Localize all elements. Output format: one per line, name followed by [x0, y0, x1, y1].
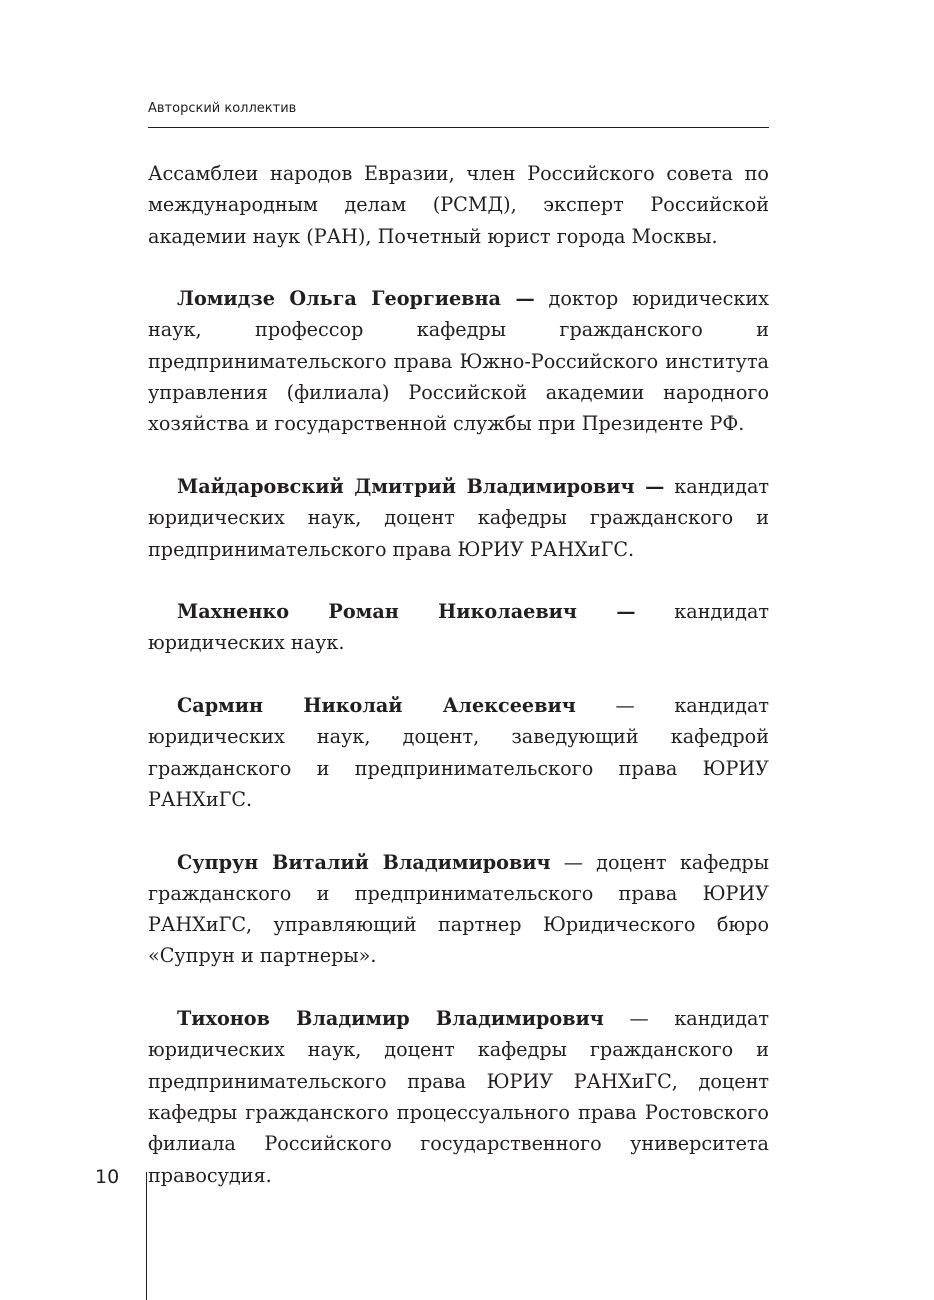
author-description: — доцент кафедры гражданского и предпринимательского права ЮРИУ РАНХиГС, управляющий партнер Юридического бюро «Супрун и партнеры». [148, 850, 769, 968]
author-entry-makhnenko [148, 596, 769, 659]
author-description: доктор юридических наук, профессор кафедры гражданского и предпринимательского права Южно-Российского института управления (филиала) Российской академии народного хозяйства и государственной службы при Президенте РФ. [148, 287, 769, 436]
author-name: Сармин Николай Алексеевич [177, 694, 576, 718]
author-name: Майдаровский Дмитрий Владимирович — [177, 474, 665, 498]
author-description: кандидат юридических наук, доцент кафедры гражданского и предпринимательского права ЮРИУ РАНХиГС. [148, 474, 770, 561]
continuation-paragraph: Ассамблеи народов Евразии, член Российского совета по международным делам (РСМД), эксперт Российской академии наук (РАН), Почетный юрист города Москвы. [148, 162, 769, 248]
header-rule [148, 127, 769, 128]
author-name: Махненко Роман Николаевич — [177, 600, 636, 624]
author-entry-lomidze [148, 283, 769, 439]
author-name: Супрун Виталий Владимирович [177, 850, 551, 874]
author-entry-sarmin [148, 690, 769, 815]
author-entry-tikhonov [148, 1003, 769, 1191]
author-list [148, 158, 769, 1191]
page-number: 10 [95, 1166, 120, 1188]
author-entry-suprun [148, 847, 769, 972]
author-entry-maidarovsky [148, 471, 769, 565]
footer-rule [146, 1172, 147, 1300]
author-description: — кандидат юридических наук, доцент, заведующий кафедрой гражданского и предпринимательского права ЮРИУ РАНХиГС. [148, 694, 770, 811]
author-description: — кандидат юридических наук, доцент кафедры гражданского и предпринимательского права ЮРИУ РАНХиГС, доцент кафедры гражданского процессуального права Ростовского филиала Российского государственного университета правосудия. [148, 1007, 770, 1187]
author-name: Тихонов Владимир Владимирович [177, 1007, 604, 1031]
author-name: Ломидзе Ольга Георгиевна — [177, 287, 535, 311]
running-head: Авторский коллектив [148, 101, 297, 116]
author-description: кандидат юридических наук. [148, 600, 769, 655]
